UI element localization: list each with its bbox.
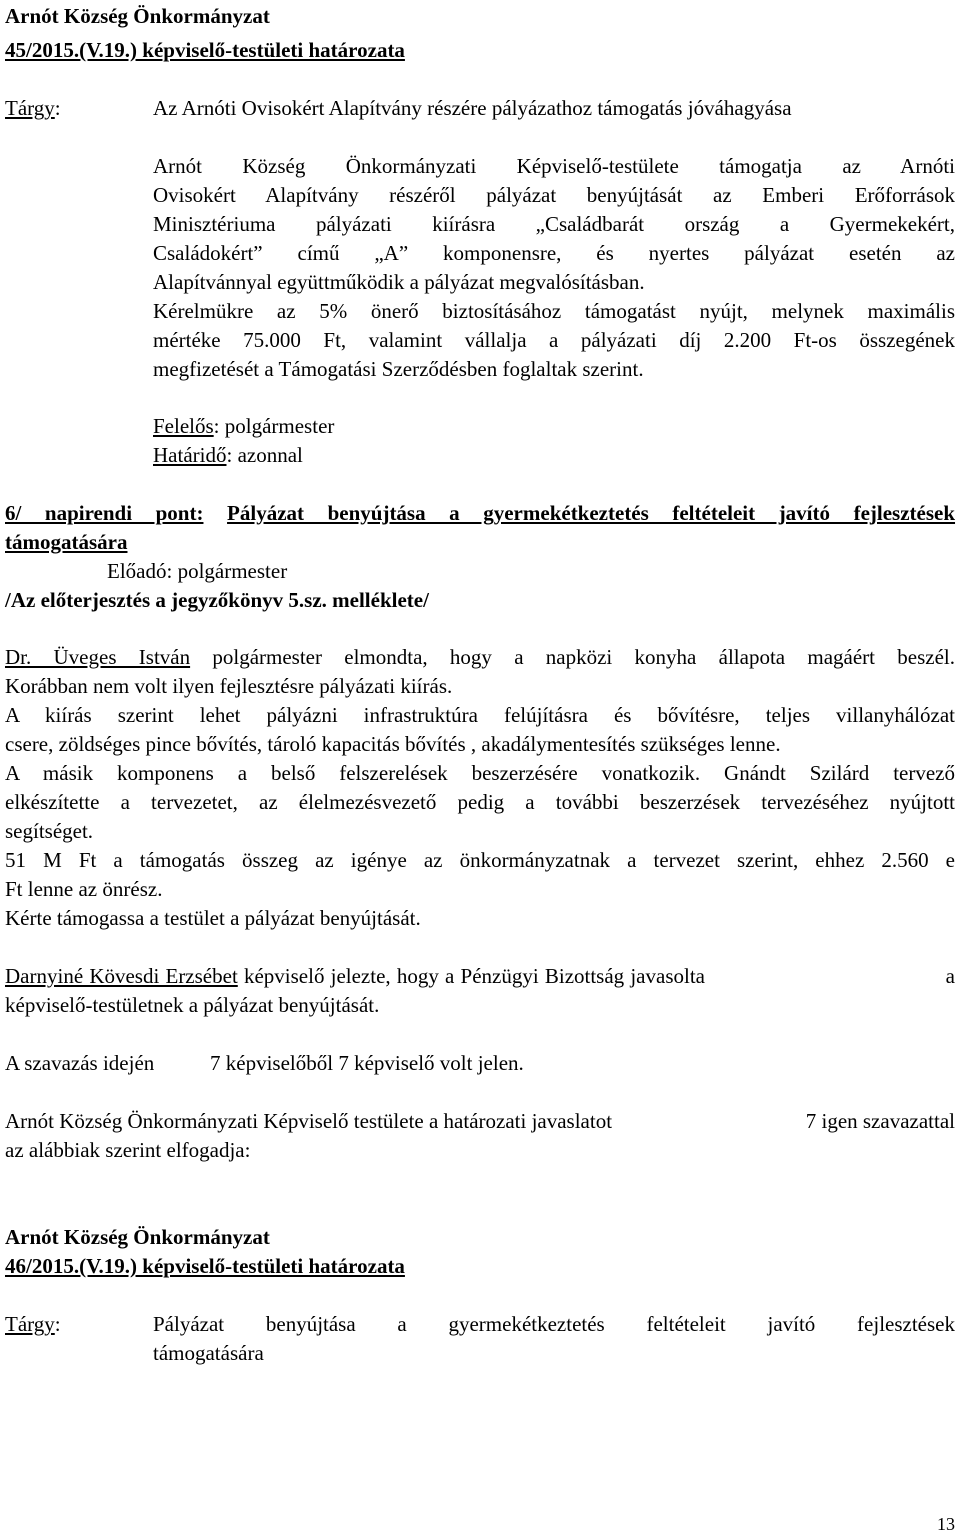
resolution-45-body-line: Ovisokért Alapítvány részéről pályázat benyújtását az Emberi Erőforrások <box>153 183 955 207</box>
resolution-46-subject: Pályázat benyújtása a gyermekétkeztetés feltételeit javító fejlesztések <box>153 1312 955 1336</box>
resolution-45-org: Arnót Község Önkormányzat <box>5 4 270 28</box>
responsible-value: : polgármester <box>213 414 335 438</box>
resolution-46-subject-label: Tárgy: <box>5 1312 61 1336</box>
responsible-line <box>153 413 334 439</box>
resolution-45-body-line: megfizetését a Támogatási Szerződésben foglaltak szerint. <box>153 357 644 381</box>
resolution-45-body-line: Családokért” című „A” komponensre, és nyertes pályázat esetén az <box>153 241 955 265</box>
agenda-presenter: Előadó: polgármester <box>107 559 288 583</box>
acceptance-line: Arnót Község Önkormányzati Képviselő testülete a határozati javaslatot <box>5 1109 613 1133</box>
minutes-line: A kiírás szerint lehet pályázni infrastruktúra felújításra és bővítésre, teljes villanyhálózat <box>5 703 955 727</box>
resolution-46-org: Arnót Község Önkormányzat <box>5 1225 270 1249</box>
minutes-line: csere, zöldséges pince bővítés, tároló kapacitás bővítés , akadálymentesítés szükséges lenne. <box>5 732 781 756</box>
minutes-line: Korábban nem volt ilyen fejlesztésre pályázati kiírás. <box>5 674 453 698</box>
resolution-45-subject: Az Arnóti Ovisokért Alapítvány részére pályázathoz támogatás jóváhagyása <box>153 96 792 120</box>
minutes-line: Kérte támogassa a testület a pályázat benyújtását. <box>5 906 421 930</box>
committee-line-2: képviselő-testületnek a pályázat benyújtását. <box>5 993 380 1017</box>
committee-line: Darnyiné Kövesdi Erzsébet képviselő jelezte, hogy a Pénzügyi Bizottság javasolta a <box>5 964 955 988</box>
deadline-value: : azonnal <box>226 443 303 467</box>
speaker-name: Dr. Üveges István <box>5 645 191 669</box>
resolution-45-body-line: Kérelmükre az 5% önerő biztosításához támogatást nyújt, melynek maximális <box>153 299 955 323</box>
page-number: 13 <box>937 1514 955 1534</box>
vote-presence-value: 7 képviselőből 7 képviselő volt jelen. <box>210 1051 524 1075</box>
deadline-line <box>153 442 303 468</box>
minutes-line: A másik komponens a belső felszerelések beszerzésére vonatkozik. Gnándt Szilárd tervező <box>5 761 955 785</box>
agenda-item-line <box>5 500 955 526</box>
acceptance-line-2: az alábbiak szerint elfogadja: <box>5 1138 251 1162</box>
agenda-title-cont: támogatására <box>5 530 128 554</box>
resolution-45-body-line: Minisztériuma pályázati kiírásra „Családbarát ország a Gyermekekért, <box>153 212 955 236</box>
resolution-45-body-line: mértéke 75.000 Ft, valamint vállalja a pályázati díj 2.200 Ft-os összegének <box>153 328 955 352</box>
minutes-line: 51 M Ft a támogatás összeg az igénye az önkormányzatnak a tervezet szerint, ehhez 2.560 e <box>5 848 955 872</box>
agenda-title: Pályázat benyújtása a gyermekétkeztetés feltételeit javító fejlesztések <box>227 501 956 525</box>
minutes-line: elkészítette a tervezetet, az élelmezésvezető pedig a további beszerzések tervezéséhez nyújtott <box>5 790 955 814</box>
responsible-label: Felelős <box>153 414 214 438</box>
vote-presence-label: A szavazás idején <box>5 1051 155 1075</box>
agenda-point-label: 6/ napirendi pont: <box>5 501 204 525</box>
acceptance-votes: 7 igen szavazattal <box>805 1109 955 1133</box>
resolution-46-subject-cont: támogatására <box>153 1341 264 1365</box>
agenda-attachment: /Az előterjesztés a jegyzőkönyv 5.sz. melléklete/ <box>5 588 429 612</box>
resolution-45-body-line: Arnót Község Önkormányzati Képviselő-testülete támogatja az Arnóti <box>153 154 955 178</box>
minutes-line: segítséget. <box>5 819 94 843</box>
resolution-46-number: 46/2015.(V.19.) képviselő-testületi határozata <box>5 1254 405 1278</box>
resolution-45-body-line: Alapítvánnyal együttműködik a pályázat megvalósításban. <box>153 270 645 294</box>
deadline-label: Határidő <box>153 443 227 467</box>
resolution-45-number: 45/2015.(V.19.) képviselő-testületi határozata <box>5 38 405 62</box>
minutes-line: Ft lenne az önrész. <box>5 877 163 901</box>
minutes-line: Dr. Üveges István polgármester elmondta, hogy a napközi konyha állapota magáért beszél. <box>5 645 955 669</box>
resolution-45-subject-label: Tárgy: <box>5 96 61 120</box>
speaker-name: Darnyiné Kövesdi Erzsébet <box>5 964 238 988</box>
